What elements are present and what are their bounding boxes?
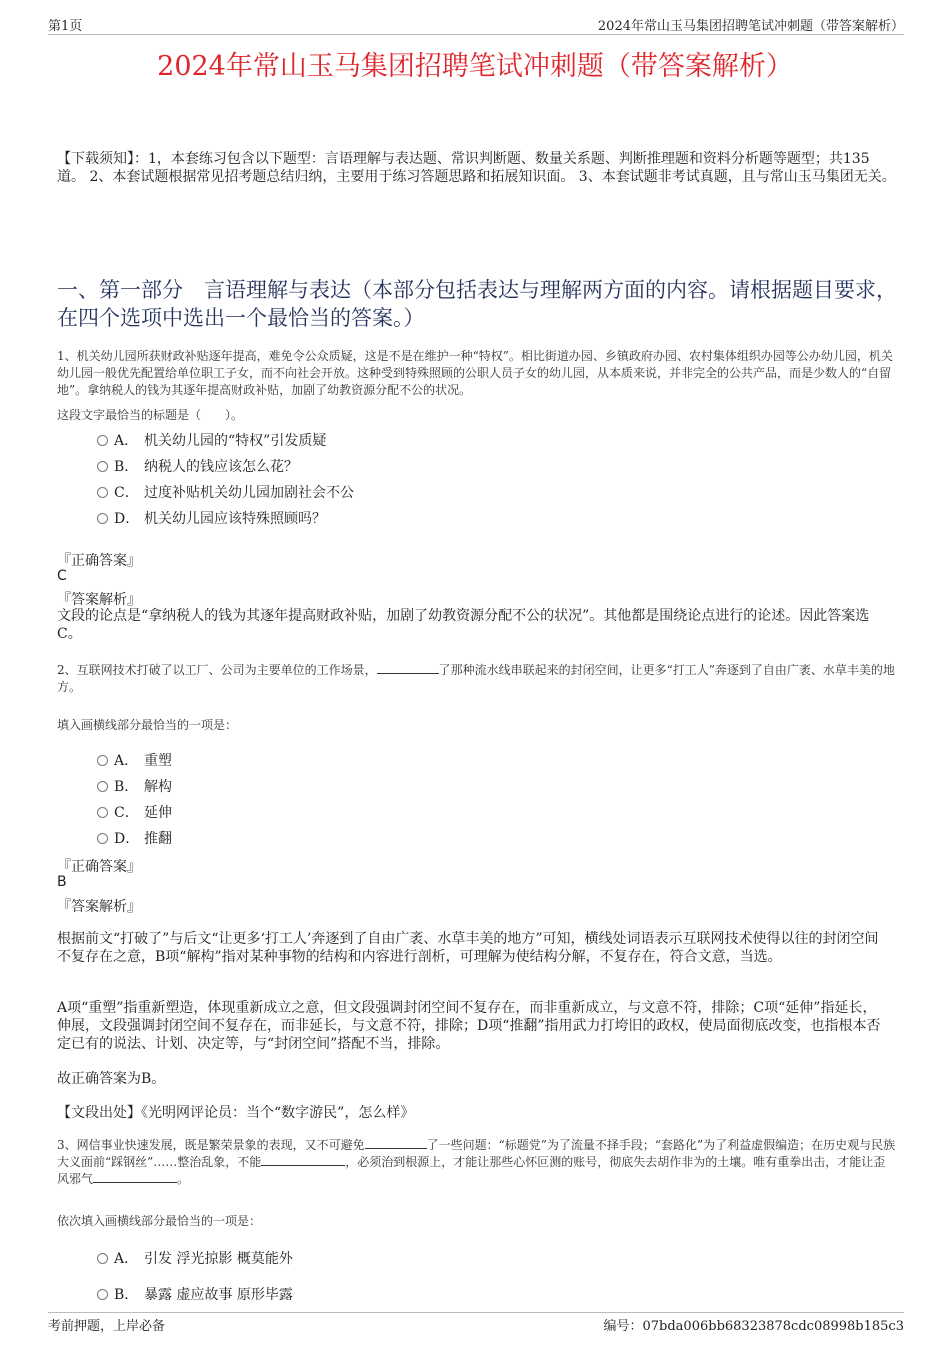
fill-blank [93, 1171, 177, 1183]
download-notice: 【下载须知】：1，本套练习包含以下题型：言语理解与表达题、常识判断题、数量关系题、判断推理题和资料分析题等题型；共135道。 2、本套试题根据常见招考题总结归纳，主要用于练习答题思路和拓展知识面。 3、本套试题非考试真题，且与常山玉马集团无关。 [57, 151, 896, 185]
question-1-prompt: 这段文字最恰当的标题是（ ）。 [57, 408, 244, 422]
q1-analysis-label: 『答案解析』 [57, 592, 141, 608]
footer-slogan: 考前押题，上岸必备 [48, 1319, 166, 1334]
page-footer [48, 1312, 904, 1334]
question-3-text: 3、网信事业快速发展，既是繁荣景象的表现，又不可避免 了一些问题：“标题党”为了流量不择手段；“套路化”为了利益虚假编造；在历史观与民族大义面前“踩钢丝”……整治乱象，不能 ，必须治到根源上，才能让那些心怀叵测的账号，彻底失去胡作非为的土壤。唯有重拳出击，才能让歪风邪气 。 [57, 1138, 896, 1186]
radio-icon[interactable] [97, 513, 108, 524]
q2-option-a[interactable]: A． 重塑 [97, 750, 172, 770]
radio-icon[interactable] [97, 755, 108, 766]
q3-option-b[interactable]: B． 暴露 虚应故事 原形毕露 [97, 1284, 293, 1304]
q2-answer: B [57, 874, 67, 890]
fill-blank [261, 1154, 345, 1166]
q2-option-c[interactable]: C． 延伸 [97, 802, 172, 822]
radio-icon[interactable] [97, 487, 108, 498]
radio-icon[interactable] [97, 1253, 108, 1264]
page-number: 第1页 [48, 19, 83, 34]
header-doc-title: 2024年常山玉马集团招聘笔试冲刺题（带答案解析） [597, 19, 904, 34]
fill-blank [365, 1137, 427, 1149]
question-2-prompt: 填入画横线部分最恰当的一项是： [57, 718, 238, 732]
q1-option-a[interactable]: A． 机关幼儿园的“特权”引发质疑 [97, 430, 326, 450]
fill-blank [377, 662, 439, 674]
radio-icon[interactable] [97, 833, 108, 844]
page-header [48, 14, 904, 35]
radio-icon[interactable] [97, 781, 108, 792]
footer-doc-id: 编号：07bda006bb68323878cdc08998b185c3 [603, 1319, 904, 1334]
question-3-prompt: 依次填入画横线部分最恰当的一项是： [57, 1214, 262, 1228]
radio-icon[interactable] [97, 461, 108, 472]
section-heading: 一、第一部分 言语理解与表达（本部分包括表达与理解两方面的内容。请根据题目要求，在四个选项中选出一个最恰当的答案。） [57, 278, 897, 330]
q2-conclusion: 故正确答案为B。 [57, 1071, 166, 1087]
q2-source: 【文段出处】《光明网评论员：当个“数字游民”，怎么样》 [57, 1105, 415, 1121]
radio-icon[interactable] [97, 1289, 108, 1300]
q2-analysis-2: A项“重塑”指重新塑造，体现重新成立之意，但文段强调封闭空间不复存在，而非重新成立，与文意不符，排除；C项“延伸”指延长，伸展，文段强调封闭空间不复存在，而非延长，与文意不符，排除；D项“推翻”指用武力打垮旧的政权，使局面彻底改变，也指根本否定已有的说法、计划、决定等，与“封闭空间”搭配不当，排除。 [57, 1000, 881, 1052]
radio-icon[interactable] [97, 435, 108, 446]
q1-option-b[interactable]: B． 纳税人的钱应该怎么花？ [97, 456, 298, 476]
q2-option-b[interactable]: B． 解构 [97, 776, 172, 796]
q2-analysis-1: 根据前文“打破了”与后文“让更多‘打工人’奔逐到了自由广袤、水草丰美的地方”可知，横线处词语表示互联网技术使得以往的封闭空间不复存在之意，B项“解构”指对某种事物的结构和内容进行剖析，可理解为使结构分解，不复存在，符合文意，当选。 [57, 931, 879, 965]
question-1-text: 1、机关幼儿园所获财政补贴逐年提高，难免令公众质疑，这是不是在维护一种“特权”。相比街道办园、乡镇政府办园、农村集体组织办园等公办幼儿园，机关幼儿园一般优先配置给单位职工子女，而不向社会开放。这种受到特殊照顾的公职人员子女的幼儿园，从本质来说，并非完全的公共产品，而是少数人的“自留地”。拿纳税人的钱为其逐年提高财政补贴，加剧了幼教资源分配不公的状况。 [57, 349, 893, 397]
q1-option-c[interactable]: C． 过度补贴机关幼儿园加剧社会不公 [97, 482, 354, 502]
q1-answer: C [57, 568, 67, 584]
document-title: 2024年常山玉马集团招聘笔试冲刺题（带答案解析） [157, 51, 793, 82]
q3-option-a[interactable]: A． 引发 浮光掠影 概莫能外 [97, 1248, 293, 1268]
q2-option-d[interactable]: D． 推翻 [97, 828, 172, 848]
question-2-text: 2、互联网技术打破了以工厂、公司为主要单位的工作场景， 了那种流水线串联起来的封闭空间，让更多“打工人”奔逐到了自由广袤、水草丰美的地方。 [57, 663, 895, 694]
q1-option-d[interactable]: D． 机关幼儿园应该特殊照顾吗？ [97, 508, 326, 528]
radio-icon[interactable] [97, 807, 108, 818]
q2-answer-label: 『正确答案』 [57, 859, 141, 875]
q1-answer-label: 『正确答案』 [57, 553, 141, 569]
q2-analysis-label: 『答案解析』 [57, 899, 141, 915]
q1-analysis: 文段的论点是“拿纳税人的钱为其逐年提高财政补贴，加剧了幼教资源分配不公的状况”。其他都是围绕论点进行的论述。因此答案选C。 [57, 608, 870, 642]
